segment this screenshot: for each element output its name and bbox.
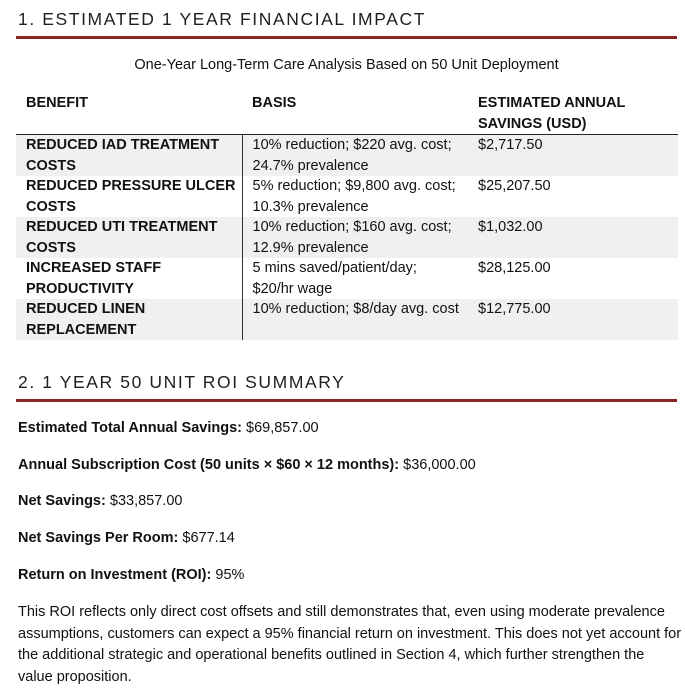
table-row [16, 299, 678, 340]
column-header-savings: ESTIMATED ANNUAL SAVINGS (USD) [468, 91, 678, 135]
roi-value: 95% [215, 567, 245, 583]
table-row [16, 135, 678, 177]
subscription-cost-label: Annual Subscription Cost (50 units × $60 × 12 months): [18, 457, 400, 473]
basis-cell: 10% reduction; $160 avg. cost; 12.9% prevalence [242, 217, 468, 258]
section-1-heading: 1. ESTIMATED 1 YEAR FINANCIAL IMPACT [18, 9, 426, 29]
table-row [16, 258, 678, 299]
net-savings-line [18, 493, 182, 509]
section-1-rule [16, 36, 677, 39]
per-room-label: Net Savings Per Room: [18, 530, 179, 546]
section-2-heading: 2. 1 YEAR 50 UNIT ROI SUMMARY [18, 372, 346, 392]
table-row [16, 176, 678, 217]
per-room-value: $677.14 [182, 530, 235, 546]
savings-cell: $1,032.00 [468, 217, 678, 258]
benefit-cell: REDUCED LINEN REPLACEMENT [16, 299, 242, 340]
basis-cell: 10% reduction; $220 avg. cost; 24.7% prevalence [242, 135, 468, 177]
savings-cell: $25,207.50 [478, 178, 551, 194]
subscription-cost-line [18, 457, 476, 473]
column-header-benefit: BENEFIT [16, 91, 242, 135]
table-caption: One-Year Long-Term Care Analysis Based on 50 Unit Deployment [134, 57, 559, 73]
benefit-cell: INCREASED STAFF PRODUCTIVITY [26, 260, 162, 297]
roi-line [18, 567, 244, 583]
table-header-row [16, 91, 678, 135]
financial-impact-table [16, 91, 678, 340]
savings-cell: $28,125.00 [478, 260, 551, 276]
total-savings-value: $69,857.00 [246, 420, 319, 436]
roi-label: Return on Investment (ROI): [18, 567, 212, 583]
savings-cell: $12,775.00 [468, 299, 678, 340]
benefit-cell: REDUCED PRESSURE ULCER COSTS [26, 178, 236, 215]
total-savings-line [18, 420, 319, 436]
savings-cell: $2,717.50 [468, 135, 678, 177]
net-savings-value: $33,857.00 [109, 493, 183, 509]
basis-cell: 10% reduction; $8/day avg. cost [242, 299, 468, 340]
table-row [16, 217, 678, 258]
total-savings-label: Estimated Total Annual Savings: [18, 420, 242, 436]
benefit-cell: REDUCED UTI TREATMENT COSTS [16, 217, 242, 258]
section-2-rule [16, 399, 677, 402]
column-header-basis: BASIS [242, 91, 468, 135]
per-room-line [18, 530, 235, 546]
basis-cell: 5% reduction; $9,800 avg. cost; 10.3% prevalence [242, 176, 468, 217]
net-savings-label: Net Savings: [18, 493, 106, 509]
benefit-cell: REDUCED IAD TREATMENT COSTS [16, 135, 242, 177]
basis-cell: 5 mins saved/patient/day; $20/hr wage [242, 258, 468, 299]
subscription-cost-value: $36,000.00 [403, 457, 476, 473]
roi-explanation-paragraph: This ROI reflects only direct cost offsets and still demonstrates that, even using moderate prevalence assumptions, customers can expect a 95% financial return on investment. This does not yet account for the additional strategic and operational benefits outlined in Section 4, which further strengthen the value proposition. [18, 604, 682, 685]
